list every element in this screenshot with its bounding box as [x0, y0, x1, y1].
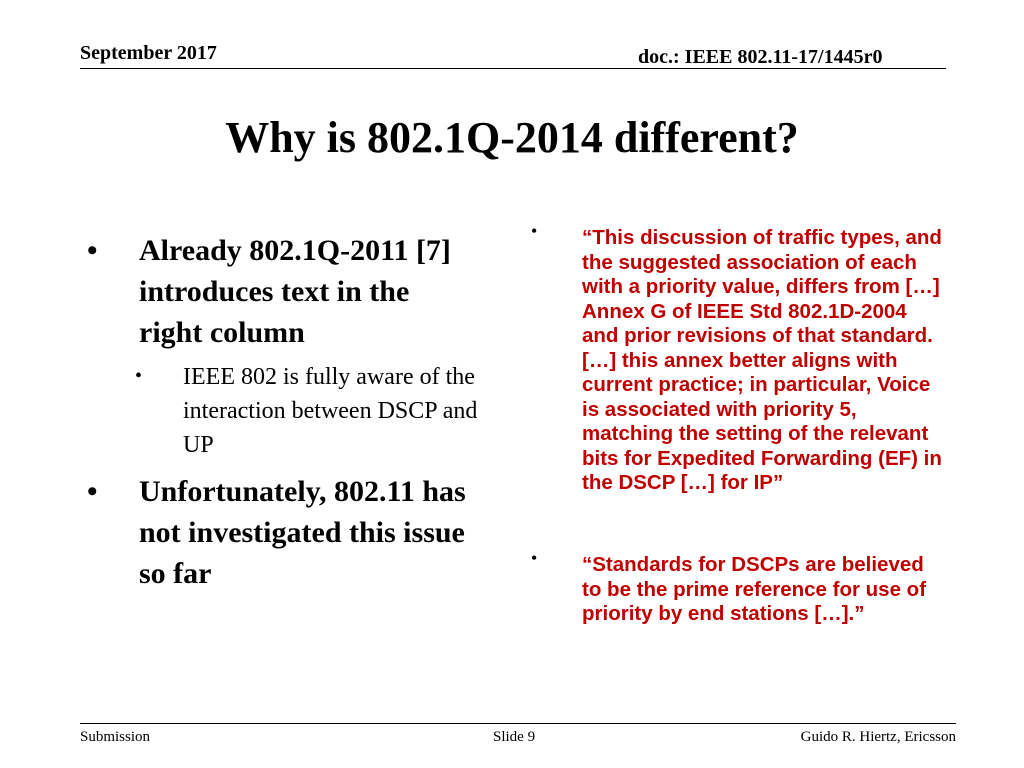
header-divider — [80, 68, 946, 69]
bullet-dot: • — [87, 475, 98, 508]
bullet-text: IEEE 802 is fully aware of the interaction between DSCP and UP — [183, 364, 478, 458]
bullet-dot: • — [531, 548, 538, 568]
bullet-dot: • — [135, 365, 143, 387]
quote-text: “This discussion of traffic types, and the suggested association of each with a priority value, differs from […] Annex G of IEEE Std 802.1D-2004 and prior revisions of that standard. […] this annex better aligns with current practice; in particular, Voice is associated with priority 5, matching the setting of the relevant bits for Expedited Forwarding (EF) in the DSCP […] for IP” — [582, 226, 942, 494]
bullet-dot: • — [531, 221, 538, 241]
slide-title: Why is 802.1Q-2014 different? — [225, 113, 799, 162]
quote-item — [531, 221, 947, 496]
quote-text: “Standards for DSCPs are believed to be the prime reference for use of priority by end stations […].” — [582, 553, 927, 625]
bullet-dot: • — [87, 234, 98, 267]
footer-author: Guido R. Hiertz, Ericsson — [800, 729, 956, 745]
bullet-item — [87, 230, 469, 353]
bullet-text: Unfortunately, 802.11 has not investigated this issue so far — [139, 475, 466, 590]
header-doc-number: doc.: IEEE 802.11-17/1445r0 — [638, 46, 883, 68]
sub-bullet-item — [135, 360, 498, 462]
bullet-item — [87, 471, 499, 594]
footer-divider — [80, 723, 956, 724]
footer-slide-number: Slide 9 — [493, 729, 536, 745]
footer-submission: Submission — [80, 729, 151, 745]
header-date: September 2017 — [80, 42, 217, 64]
bullet-text: Already 802.1Q-2011 [7] introduces text in the right column — [139, 234, 451, 349]
quote-item — [531, 548, 947, 627]
